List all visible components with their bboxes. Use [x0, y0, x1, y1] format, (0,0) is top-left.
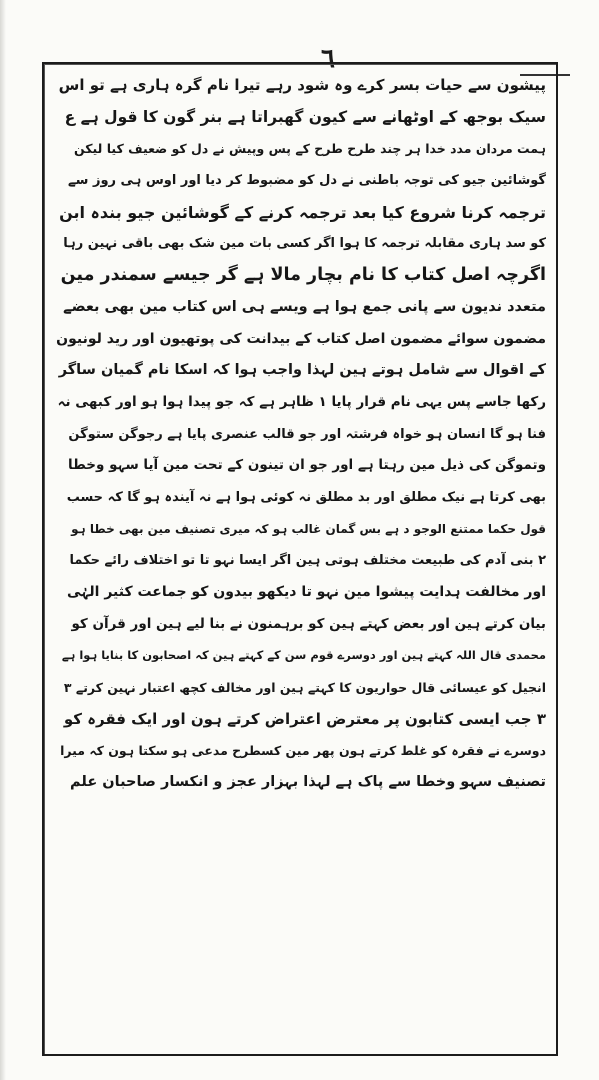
text-line-5: ترجمہ کرنا شروع کیا بعد ترجمہ کرنے کے گوشائین جیو بندہ ابن	[59, 202, 546, 222]
text-line-20: انجیل کو عیسائی قال حواریون کا کہتے ہین اور مخالف کچھ اعتبار نہین کرتے ٣	[63, 680, 546, 696]
text-line-7: اگرچہ اصل کتاب کا نام بچار مالا ہے گر جیسے سمندر مین	[60, 265, 546, 286]
text-line-16: ٢ بنی آدم کی طبیعت مختلف ہوتی ہین اگر ایسا نہو تا تو اختلاف رائے حکما	[69, 553, 546, 569]
text-line-4: گوشائین جیو کی توجہ باطنی نے دل کو مضبوط کر دیا اور اوس ہی روز سے	[68, 173, 546, 189]
text-line-13: وتموگن کی ذیل مین رہتا ہے اور جو ان تینون کے تحت مین آیا سہو وخطا	[68, 457, 546, 474]
text-line-10: کے اقوال سے شامل ہوتے ہین لہذا واجب ہوا کہ اسکا نام گمیان ساگر	[58, 362, 546, 379]
text-line-8: متعدد ندیون سے پانی جمع ہوا ہے ویسے ہی اس کتاب مین بھی بعضے	[63, 298, 546, 315]
text-line-15: قول حکما ممتنع الوجو د ہے بس گمان غالب ہو کہ میری تصنیف مین بھی خطا ہو	[71, 521, 546, 536]
text-line-19: محمدی قال اللہ کہتے ہین اور دوسرے قوم سن کے کہتے ہین کہ اصحابون کا بنایا ہوا ہے	[61, 648, 546, 663]
text-line-6: کو سد ہاری مقابلہ ترجمہ کا ہوا اگر کسی بات مین شک بھی باقی نہین رہا	[63, 236, 546, 252]
urdu-text-block	[56, 70, 546, 1045]
text-line-1: پیشون سے حیات بسر کرے وہ شود رہے تیرا نام گرہ ہاری ہے تو اس	[58, 76, 546, 94]
text-line-2: سیک بوجھ کے اوٹھانے سے کیون گھبراتا ہے بنر گون کا قول ہے ع	[64, 107, 546, 126]
text-line-23: تصنیف سہو وخطا سے پاک ہے لہذا بہزار عجز و انکسار صاحبان علم	[70, 774, 546, 791]
text-line-18: بیان کرتے ہین اور بعض کہتے ہین کو برہمنون نے بنا لیے ہین اور قرآن کو	[71, 615, 546, 632]
text-line-21: ٣ جب ایسی کتابون پر معترض اعتراض کرتے ہون اور ایک فقرہ کو	[63, 709, 546, 728]
page-left-edge-shadow	[0, 0, 6, 1080]
text-line-11: رکھا جاسے پس یہی نام قرار پایا ١ ظاہر ہے کہ جو پیدا ہوا ہو اور کبھی نہ	[57, 393, 546, 410]
text-line-17: اور مخالفت ہدایت پیشوا مین نہو تا دیکھو بیدون کو جماعت کثیر الہٰی	[67, 584, 546, 600]
text-line-3: ہمت مردان مدد خدا ہر چند طرح طرح کے پس وپیش نے دل کو ضعیف کیا لیکن	[74, 141, 546, 157]
text-line-12: فنا ہو گا انسان ہو خواہ فرشتہ اور جو قالب عنصری پایا ہے رجوگن ستوگن	[68, 426, 546, 442]
text-line-22: دوسرے نے فقرہ کو غلط کرتے ہون پھر مین کسطرح مدعی ہو سکتا ہون کہ میرا	[60, 743, 546, 759]
text-line-14: بھی کرتا ہے نیک مطلق اور بد مطلق نہ کوئی ہوا ہے نہ آیندہ ہو گا کہ حسب	[66, 489, 546, 505]
text-line-9: مضمون سوائے مضمون اصل کتاب کے بیدانت کی پوتھیون اور رید لونیون	[56, 330, 546, 347]
page-number: ٦	[321, 44, 335, 74]
